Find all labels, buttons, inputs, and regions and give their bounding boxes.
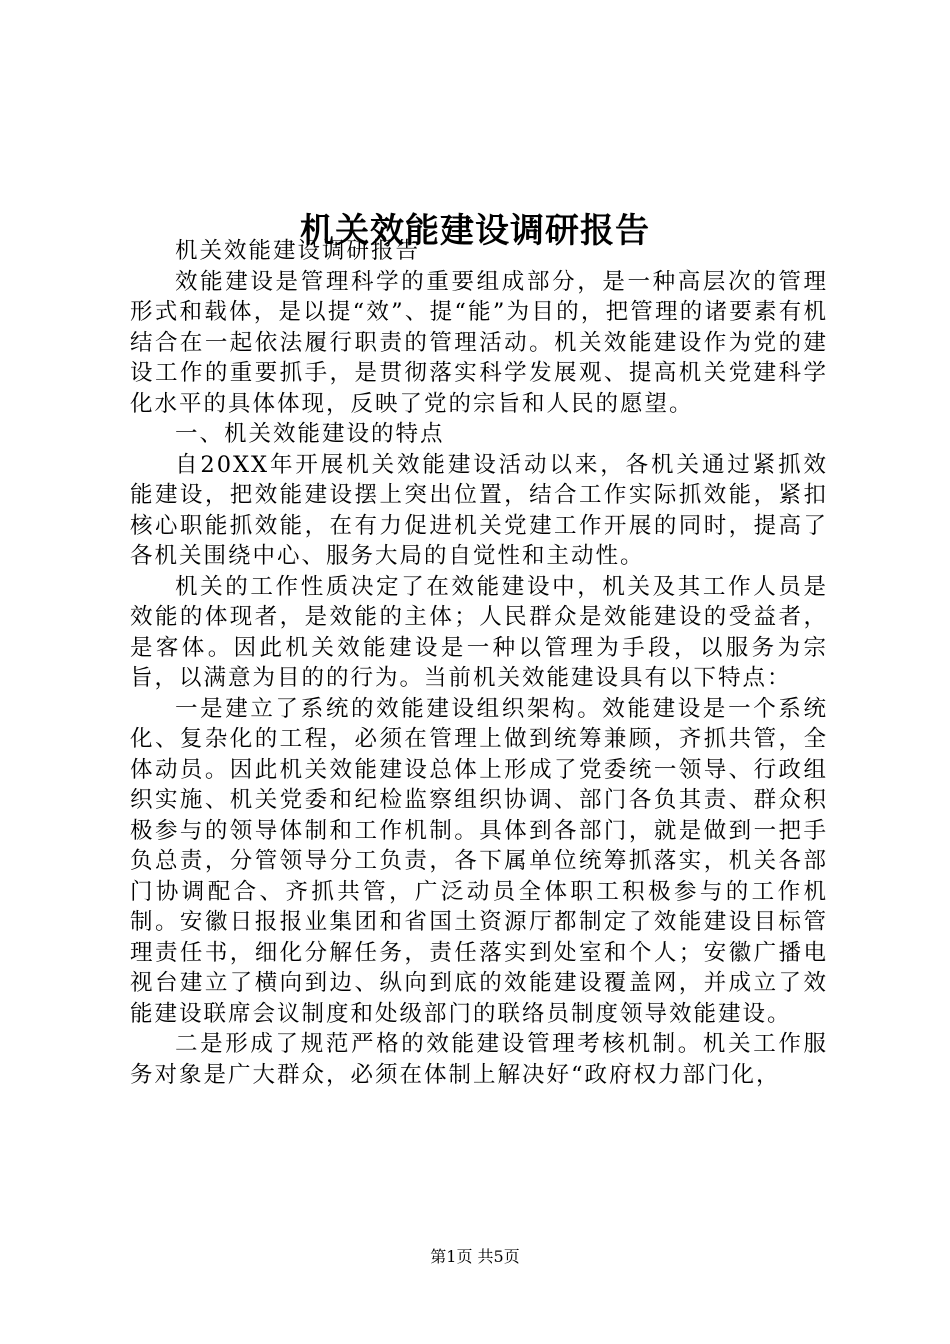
document-title: 机关效能建设调研报告: [300, 210, 650, 251]
paragraph-subtitle: 机关效能建设调研报告: [175, 238, 421, 264]
page-number-footer: 第1页 共5页: [430, 1247, 520, 1266]
paragraph-nature: 机关的工作性质决定了在效能建设中，机关及其工作人员是效能的体现者，是效能的主体；人民群众是效能建设的受益者，是客体。因此机关效能建设是一种以管理为手段，以服务为宗旨，以满意为目的的行为。当前机关效能建设具有以下特点：: [130, 573, 828, 691]
section-heading-characteristics: 一、机关效能建设的特点: [175, 421, 445, 447]
paragraph-intro: 效能建设是管理科学的重要组成部分，是一种高层次的管理形式和载体，是以提“效”、提“能”为目的，把管理的诸要素有机结合在一起依法履行职责的管理活动。机关效能建设作为党的建设工作的重要抓手，是贯彻落实科学发展观、提高机关党建科学化水平的具体体现，反映了党的宗旨和人民的愿望。: [130, 268, 828, 417]
paragraph-point-one: 一是建立了系统的效能建设组织架构。效能建设是一个系统化、复杂化的工程，必须在管理上做到统筹兼顾，齐抓共管，全体动员。因此机关效能建设总体上形成了党委统一领导、行政组织实施、机关党委和纪检监察组织协调、部门各负其责、群众积极参与的领导体制和工作机制。具体到各部门，就是做到一把手负总责，分管领导分工负责，各下属单位统筹抓落实，机关各部门协调配合、齐抓共管，广泛动员全体职工积极参与的工作机制。安徽日报报业集团和省国土资源厅都制定了效能建设目标管理责任书，细化分解任务，责任落实到处室和个人；安徽广播电视台建立了横向到边、纵向到底的效能建设覆盖网，并成立了效能建设联席会议制度和处级部门的联络员制度领导效能建设。: [130, 695, 828, 1027]
paragraph-point-two: 二是形成了规范严格的效能建设管理考核机制。机关工作服务对象是广大群众，必须在体制上解决好“政府权力部门化，: [130, 1031, 828, 1088]
paragraph-background: 自20XX年开展机关效能建设活动以来，各机关通过紧抓效能建设，把效能建设摆上突出位置，结合工作实际抓效能，紧扣核心职能抓效能，在有力促进机关党建工作开展的同时，提高了各机关围绕中心、服务大局的自觉性和主动性。: [130, 451, 828, 569]
document-body: [130, 236, 828, 1090]
